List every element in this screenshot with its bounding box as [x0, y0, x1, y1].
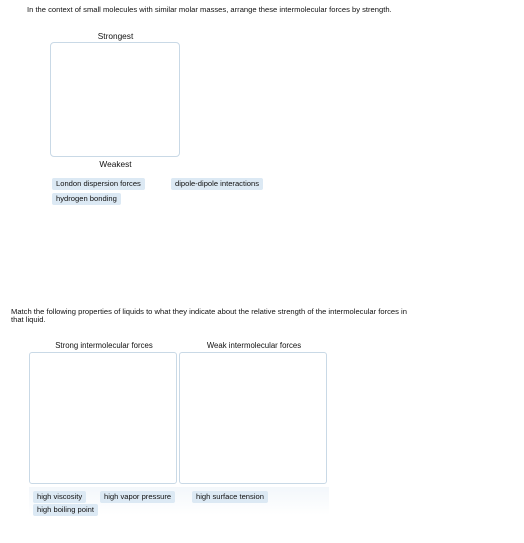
matching-question-prompt: Match the following properties of liquids to what they indicate about the relative strength of the intermolecular forces in that liquid. [11, 307, 407, 324]
strong-forces-drop-zone[interactable] [29, 352, 177, 484]
chip-high-vapor-pressure[interactable]: high vapor pressure [100, 491, 175, 503]
strong-forces-column-label: Strong intermolecular forces [55, 341, 153, 350]
chip-hydrogen-bonding[interactable]: hydrogen bonding [52, 193, 121, 205]
ranking-question-prompt: In the context of small molecules with similar molar masses, arrange these intermolecular forces by strength. [27, 5, 392, 14]
chip-high-surface-tension[interactable]: high surface tension [192, 491, 268, 503]
weak-forces-drop-zone[interactable] [179, 352, 327, 484]
chip-london-dispersion-forces[interactable]: London dispersion forces [52, 178, 145, 190]
weak-forces-column-label: Weak intermolecular forces [206, 341, 302, 350]
weakest-label: Weakest [99, 159, 132, 169]
strongest-label: Strongest [97, 31, 134, 41]
chip-high-viscosity[interactable]: high viscosity [33, 491, 86, 503]
chip-dipole-dipole-interactions[interactable]: dipole-dipole interactions [171, 178, 263, 190]
ranking-drop-zone[interactable] [50, 42, 180, 157]
chip-high-boiling-point[interactable]: high boiling point [33, 504, 98, 516]
